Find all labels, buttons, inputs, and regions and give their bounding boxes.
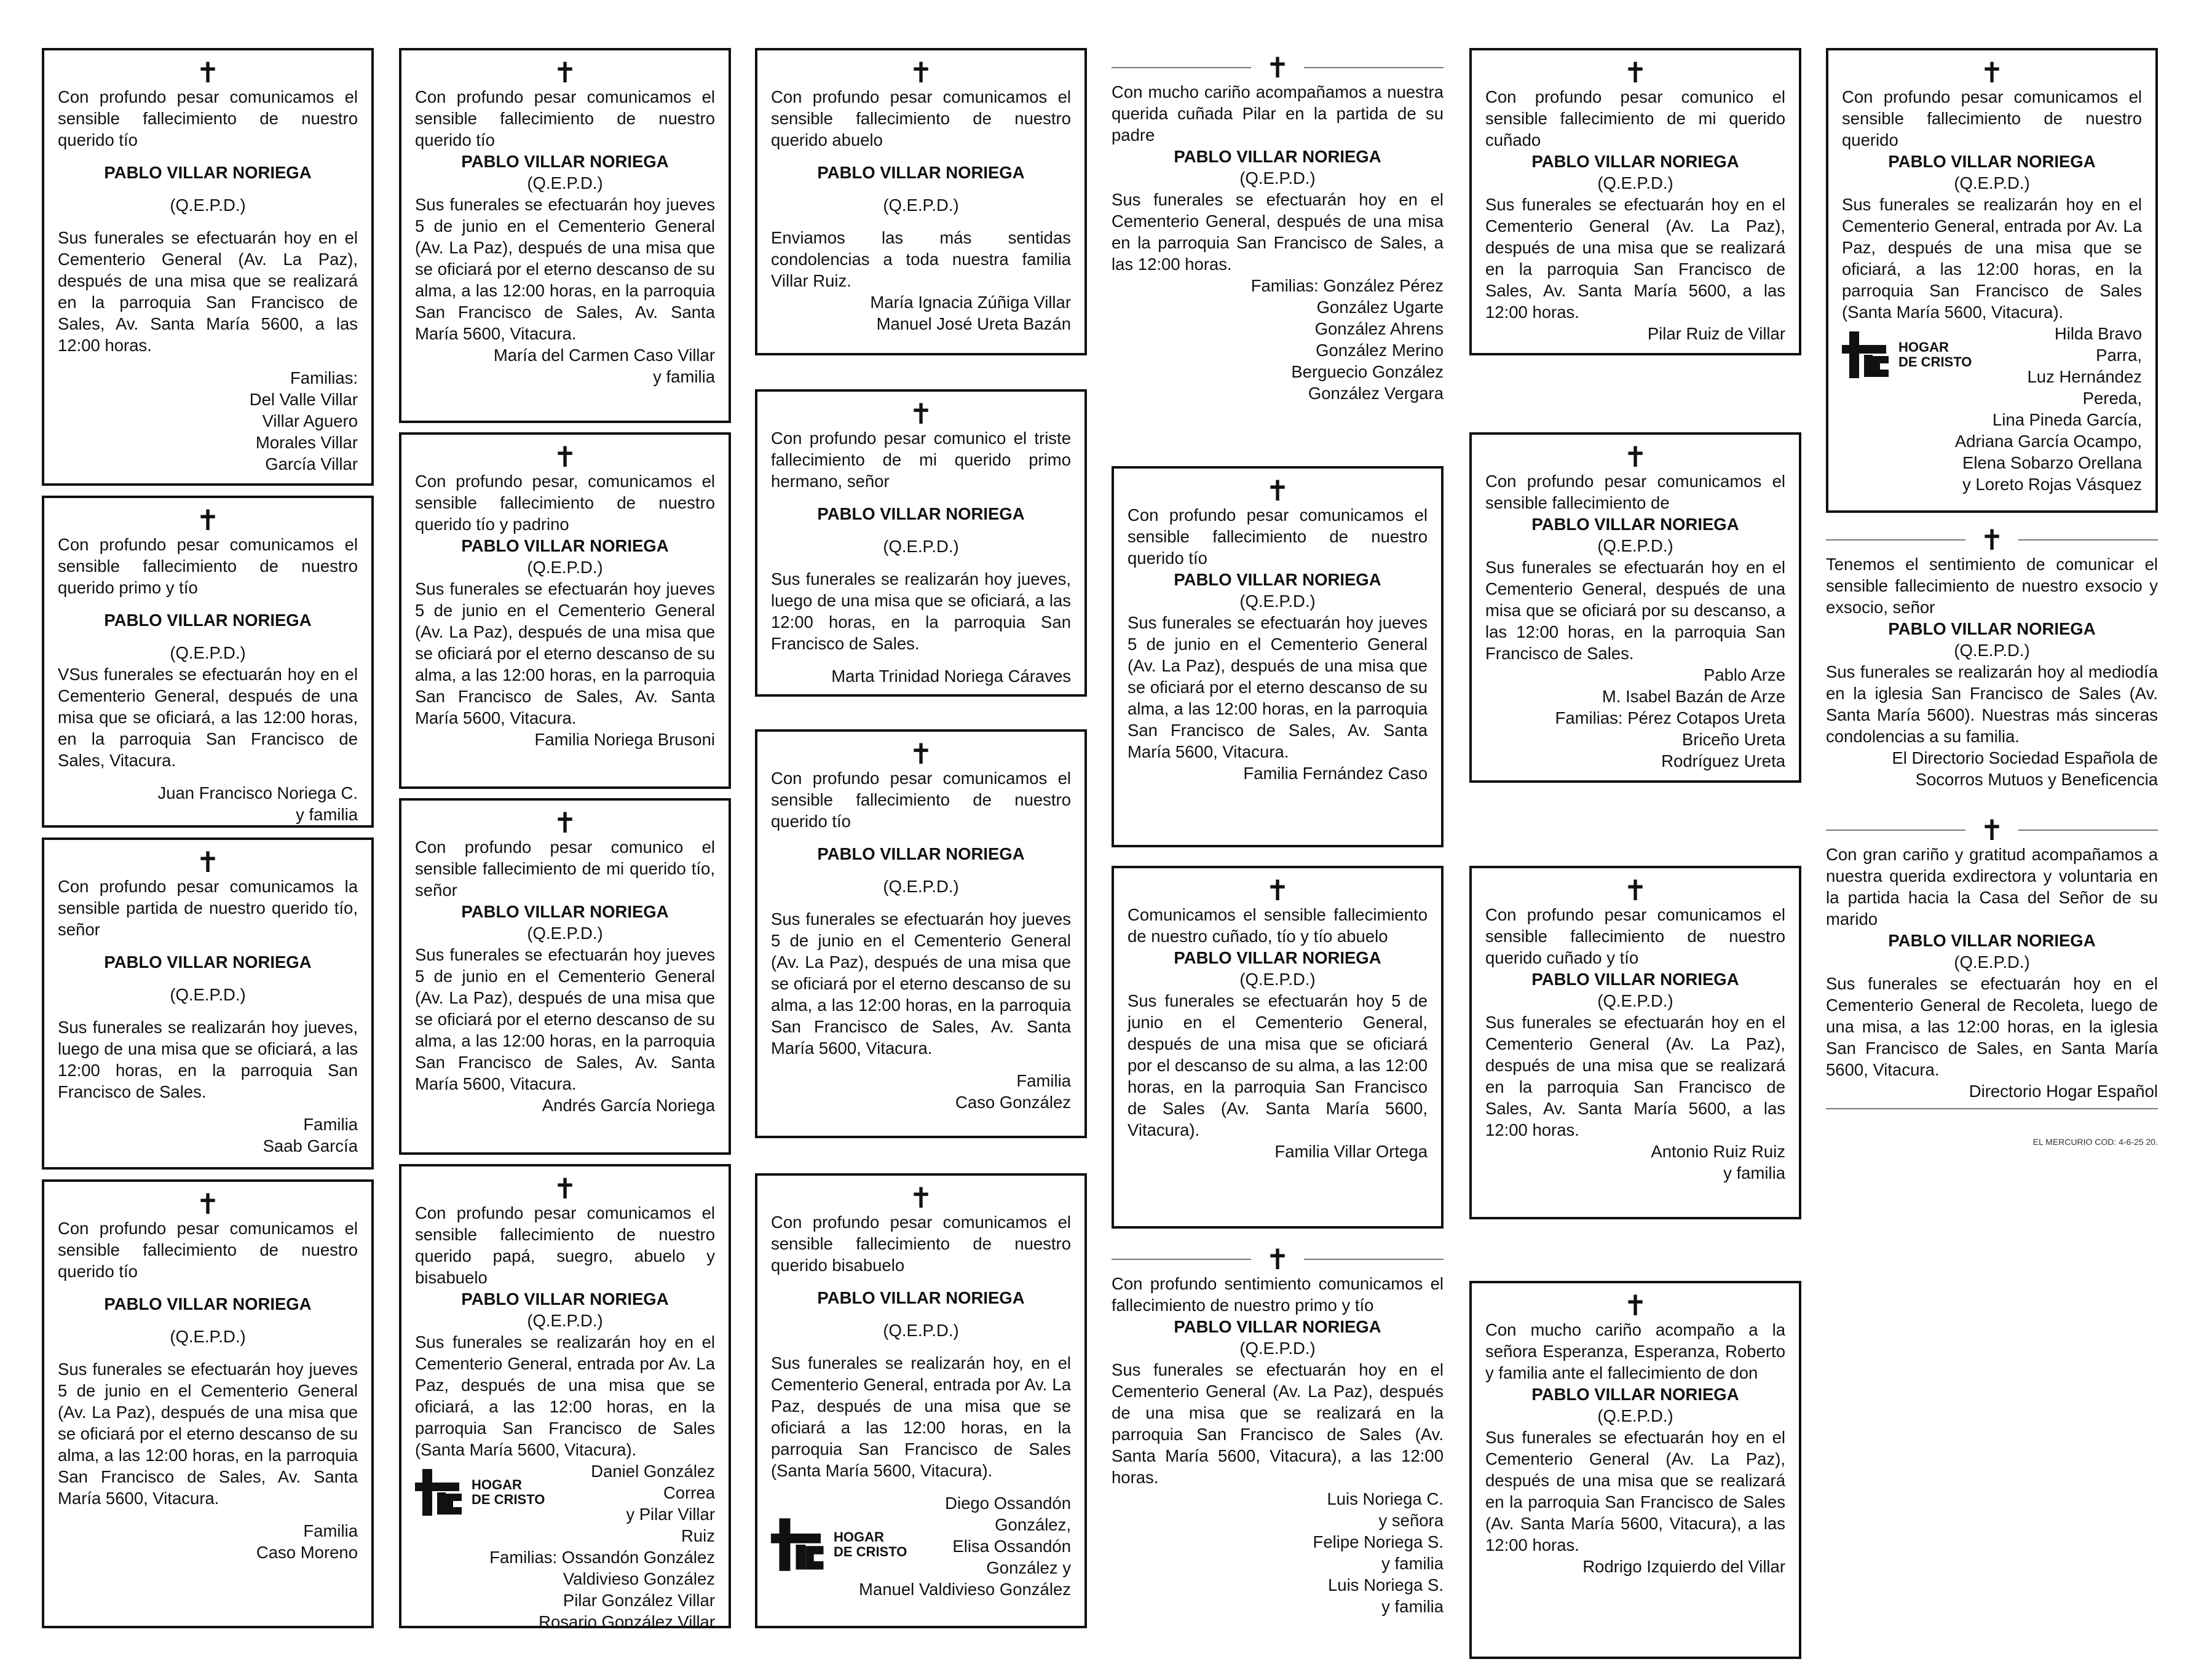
cross-icon: ✝ — [1265, 874, 1290, 907]
qepd: (Q.E.P.D.) — [1239, 970, 1316, 989]
notice-signature: Diego Ossandón González, Elisa Ossandón González y Manuel Valdivieso González — [859, 1494, 1071, 1599]
notice-body: Sus funerales se realizarán hoy jueves, luego de una misa que se oficiará, a las 12:00 horas, en la parroquia San Francisco de Sales. — [771, 569, 1071, 653]
qepd: (Q.E.P.D.) — [1954, 952, 2030, 972]
notice-signature: Familia Caso González — [955, 1071, 1071, 1112]
obituary-notice — [1112, 866, 1444, 1229]
notice-signature: María Ignacia Zúñiga Villar Manuel José Ureta Bazán — [870, 293, 1071, 333]
notice-signature: Familia Villar Ortega — [1274, 1142, 1428, 1161]
deceased-name: PABLO VILLAR NORIEGA — [1531, 152, 1739, 171]
notice-signature: Luis Noriega C. y señora Felipe Noriega S. y familia Luis Noriega S. y familia — [1313, 1489, 1444, 1616]
notice-body: Sus funerales se efectuarán hoy jueves 5 de junio en el Cementerio General (Av. La Paz), después de una misa que se oficiará por el eterno descanso de su alma, a las 12:00 horas, en la parroquia San Francisco de Sales, Av. Santa María 5600, Vitacura. — [58, 1360, 358, 1508]
obituary-notice — [1469, 432, 1801, 783]
obituary-notice — [42, 837, 374, 1170]
qepd: (Q.E.P.D.) — [1954, 173, 2030, 192]
qepd: (Q.E.P.D.) — [883, 196, 959, 215]
cross-icon: ✝ — [909, 1181, 933, 1214]
deceased-name: PABLO VILLAR NORIEGA — [104, 952, 312, 972]
cross-icon: ✝ — [553, 1172, 577, 1205]
notice-body: Sus funerales se realizarán hoy jueves, luego de una misa que se oficiará, a las 12:00 horas, en la parroquia San Francisco de Sales. — [58, 1018, 358, 1101]
cross-icon: ✝ — [909, 56, 933, 89]
cross-icon: ✝ — [909, 397, 933, 430]
notice-signature: Daniel González Correa y Pilar Villar Ruiz Familias: Ossandón González Valdivieso González Pilar González Villar Rosario González Villar — [489, 1462, 715, 1631]
qepd: (Q.E.P.D.) — [883, 537, 959, 556]
deceased-name: PABLO VILLAR NORIEGA — [817, 163, 1025, 182]
qepd: (Q.E.P.D.) — [1954, 641, 2030, 660]
deceased-name: PABLO VILLAR NORIEGA — [461, 902, 669, 921]
cross-icon: ✝ — [1980, 523, 2004, 556]
notice-signature: Marta Trinidad Noriega Cáraves — [831, 667, 1071, 686]
notice-body: Sus funerales se realizarán hoy en el Cementerio General, entrada por Av. La Paz, después de una misa que se oficiará, a las 12:00 horas, en la parroquia San Francisco de Sales (Santa María 5600, Vitacura). — [415, 1332, 715, 1459]
notice-body: Sus funerales se realizarán hoy, en el Cementerio General, entrada por Av. La Paz, después de una misa que se oficiará a las 12:00 horas, en la parroquia San Francisco de Sales (Santa María 5600, Vitacura). — [771, 1353, 1071, 1480]
obituary-notice — [42, 1179, 374, 1628]
cross-icon: ✝ — [1623, 874, 1648, 907]
obituary-notice — [399, 432, 731, 789]
notice-signature: Pilar Ruiz de Villar — [1647, 324, 1785, 343]
notice-signature: Familias: Del Valle Villar Villar Aguero Morales Villar García Villar — [249, 368, 358, 473]
deceased-name: PABLO VILLAR NORIEGA — [1888, 619, 2096, 638]
cross-icon: ✝ — [196, 845, 220, 879]
notice-intro: Con profundo pesar comunicamos el sensible fallecimiento de nuestro querido tío — [771, 769, 1071, 831]
notice-signature: Directorio Hogar Español — [1969, 1082, 2158, 1101]
notice-body: Sus funerales se realizarán hoy en el Cementerio General, entrada por Av. La Paz, después de una misa que se oficiará, a las 12:00 horas, en la parroquia San Francisco de Sales (Santa María 5600, Vitacura). — [1842, 195, 2142, 322]
deceased-name: PABLO VILLAR NORIEGA — [817, 504, 1025, 523]
cross-icon: ✝ — [196, 1187, 220, 1221]
deceased-name: PABLO VILLAR NORIEGA — [1531, 970, 1739, 989]
obituary-notice — [1112, 1243, 1444, 1617]
hogar-de-cristo-logo: HOGAR DE CRISTO — [771, 1517, 907, 1572]
deceased-name: PABLO VILLAR NORIEGA — [1174, 1317, 1381, 1336]
notice-signature: Pablo Arze M. Isabel Bazán de Arze Familias: Pérez Cotapos Ureta Briceño Ureta Rodríguez Ureta — [1555, 665, 1785, 770]
hogar-de-cristo-logo-icon — [1842, 330, 1891, 379]
cross-icon: ✝ — [196, 504, 220, 537]
obituary-notice — [1112, 466, 1444, 847]
qepd: (Q.E.P.D.) — [883, 877, 959, 896]
notice-signature: Familia Caso Moreno — [256, 1521, 358, 1562]
notice-intro: Con profundo pesar comunicamos el sensible fallecimiento de nuestro querido cuñado y tío — [1485, 905, 1785, 967]
deceased-name: PABLO VILLAR NORIEGA — [461, 1289, 669, 1309]
deceased-name: PABLO VILLAR NORIEGA — [1531, 1385, 1739, 1404]
notice-intro: Con profundo pesar comunicamos el sensible fallecimiento de nuestro querido tío — [58, 87, 358, 149]
qepd: (Q.E.P.D.) — [170, 1327, 246, 1346]
qepd: (Q.E.P.D.) — [170, 196, 246, 215]
qepd: (Q.E.P.D.) — [1239, 168, 1316, 188]
obituary-notice — [1469, 1281, 1801, 1659]
obituary-notice — [42, 496, 374, 828]
hogar-de-cristo-logo-icon — [415, 1468, 464, 1517]
deceased-name: PABLO VILLAR NORIEGA — [104, 611, 312, 630]
notice-body: Sus funerales se realizarán hoy al mediodía en la iglesia San Francisco de Sales (Av. Santa María 5600). Nuestras más sinceras condolencias a su familia. — [1826, 662, 2158, 746]
notice-signature: El Directorio Sociedad Española de Socorros Mutuos y Beneficencia — [1892, 748, 2158, 789]
hogar-de-cristo-logo: HOGAR DE CRISTO — [415, 1468, 545, 1517]
notice-intro: Con profundo pesar, comunicamos el sensible fallecimiento de nuestro querido tío y padrino — [415, 472, 715, 534]
cross-icon: ✝ — [1980, 814, 2004, 847]
notice-body: Sus funerales se efectuarán hoy en el Cementerio General (Av. La Paz), después de una misa que se realizará en la parroquia San Francisco de Sales (Av. Santa María 5600, Vitacura), a las 12:00 horas. — [1112, 1360, 1444, 1487]
notice-body: Sus funerales se efectuarán hoy en el Cementerio General de Recoleta, luego de una misa, a las 12:00 horas, en la iglesia San Francisco de Sales, en Santa María 5600, Vitacura. — [1826, 974, 2158, 1079]
cross-icon: ✝ — [1623, 56, 1648, 89]
qepd: (Q.E.P.D.) — [527, 173, 603, 192]
notice-intro: Con profundo pesar comunicamos el sensible fallecimiento de — [1485, 472, 1785, 512]
deceased-name: PABLO VILLAR NORIEGA — [1174, 948, 1381, 967]
notice-intro: Con profundo pesar comunicamos el sensible fallecimiento de nuestro querido tío — [58, 1219, 358, 1281]
qepd: (Q.E.P.D.) — [1597, 173, 1673, 192]
notice-intro: Con profundo pesar comunicamos el sensible fallecimiento de nuestro querido primo y tío — [58, 535, 358, 597]
notice-body: Sus funerales se efectuarán hoy en el Cementerio General, después de una misa en la parroquia San Francisco de Sales, a las 12:00 horas. — [1112, 190, 1444, 274]
obituary-notice — [755, 48, 1087, 355]
notice-signature: Hilda Bravo Parra, Luz Hernández Pereda, Lina Pineda García, Adriana García Ocampo, Elena Sobarzo Orellana y Loreto Rojas Vásquez — [1954, 324, 2142, 494]
cross-icon: ✝ — [553, 56, 577, 89]
notice-body: Sus funerales se efectuarán hoy en el Cementerio General (Av. La Paz), después de una misa que se realizará en la parroquia San Francisco de Sales, Av. Santa María 5600, a las 12:00 horas. — [1485, 1013, 1785, 1139]
deceased-name: PABLO VILLAR NORIEGA — [1888, 152, 2096, 171]
notice-signature: Juan Francisco Noriega C. y familia — [157, 783, 358, 824]
obituary-notice — [755, 389, 1087, 697]
obituary-notice — [399, 1164, 731, 1631]
obituary-notice — [755, 729, 1087, 1138]
qepd: (Q.E.P.D.) — [1239, 1339, 1316, 1358]
notice-intro: Con profundo pesar comunicamos el sensible fallecimiento de nuestro querido tío — [415, 87, 715, 149]
notice-body: Sus funerales se efectuarán hoy jueves 5 de junio en el Cementerio General (Av. La Paz), después de una misa que se oficiará por el eterno descanso de su alma, a las 12:00 horas, en la parroquia San Francisco de Sales, Av. Santa María 5600, Vitacura. — [415, 195, 715, 343]
notice-intro: Con profundo pesar comunico el sensible fallecimiento de mi querido cuñado — [1485, 87, 1785, 149]
qepd: (Q.E.P.D.) — [170, 985, 246, 1004]
notice-intro: Con profundo pesar comunicamos la sensible partida de nuestro querido tío, señor — [58, 877, 358, 939]
notice-signature: Antonio Ruiz Ruiz y familia — [1651, 1142, 1785, 1182]
notice-intro: Con mucho cariño acompaño a la señora Esperanza, Esperanza, Roberto y familia ante el fallecimiento de don — [1485, 1320, 1785, 1382]
obituary-notice — [1112, 51, 1444, 404]
notice-signature: Familias: González Pérez González Ugarte González Ahrens González Merino Berguecio González González Vergara — [1250, 276, 1444, 403]
obituary-notice — [42, 48, 374, 486]
cross-icon: ✝ — [1265, 474, 1290, 507]
cross-icon: ✝ — [1980, 56, 2004, 89]
notice-signature: Familia Saab García — [263, 1115, 358, 1155]
qepd: (Q.E.P.D.) — [1597, 536, 1673, 555]
deceased-name: PABLO VILLAR NORIEGA — [817, 1288, 1025, 1307]
cross-icon: ✝ — [1623, 1289, 1648, 1322]
qepd: (Q.E.P.D.) — [527, 558, 603, 577]
notice-intro: Con profundo pesar comunico el sensible fallecimiento de mi querido tío, señor — [415, 837, 715, 900]
obituary-notice — [399, 48, 731, 423]
deceased-name: PABLO VILLAR NORIEGA — [1174, 147, 1381, 166]
obituary-notice — [755, 1173, 1087, 1628]
hogar-de-cristo-logo-icon — [771, 1517, 826, 1572]
obituary-notice — [1469, 866, 1801, 1219]
notice-body: Sus funerales se efectuarán hoy jueves 5 de junio en el Cementerio General (Av. La Paz), después de una misa que se oficiará por el eterno descanso de su alma, a las 12:00 horas, en la parroquia San Francisco de Sales, Av. Santa María 5600, Vitacura. — [771, 909, 1071, 1058]
hogar-de-cristo-logo: HOGAR DE CRISTO — [1842, 330, 1972, 379]
qepd: (Q.E.P.D.) — [527, 1311, 603, 1330]
cross-icon: ✝ — [553, 806, 577, 839]
obituary-notice — [1826, 523, 2158, 790]
notice-intro: Con mucho cariño acompañamos a nuestra querida cuñada Pilar en la partida de su padre — [1112, 82, 1444, 145]
cross-icon: ✝ — [1265, 1243, 1290, 1276]
deceased-name: PABLO VILLAR NORIEGA — [461, 152, 669, 171]
notice-intro: Con profundo pesar comunico el triste fallecimiento de mi querido primo hermano, señor — [771, 429, 1071, 491]
notice-intro: Con profundo sentimiento comunicamos el fallecimiento de nuestro primo y tío — [1112, 1274, 1444, 1315]
deceased-name: PABLO VILLAR NORIEGA — [461, 536, 669, 555]
notice-intro: Con profundo pesar comunicamos el sensible fallecimiento de nuestro querido tío — [1128, 505, 1428, 568]
obituary-notice — [399, 798, 731, 1155]
cross-icon: ✝ — [1623, 440, 1648, 473]
notice-signature: Familia Fernández Caso — [1243, 764, 1428, 783]
obituary-notice — [1469, 48, 1801, 355]
notice-intro: Con gran cariño y gratitud acompañamos a nuestra querida exdirectora y voluntaria en la partida hacia la Casa del Señor de su marido — [1826, 845, 2158, 929]
notice-body: Sus funerales se efectuarán hoy jueves 5 de junio en el Cementerio General (Av. La Paz), después de una misa que se oficiará por el eterno descanso de su alma, a las 12:00 horas, en la parroquia San Francisco de Sales, Av. Santa María 5600, Vitacura. — [415, 579, 715, 727]
notice-intro: Con profundo pesar comunicamos el sensible fallecimiento de nuestro querido papá, suegro, abuelo y bisabuelo — [415, 1203, 715, 1287]
notice-signature: María del Carmen Caso Villar y familia — [493, 346, 715, 386]
notice-body: Sus funerales se efectuarán hoy en el Cementerio General (Av. La Paz), después de una misa que se realizará en la parroquia San Francisco de Sales (Av. Santa María 5600, Vitacura), a las 12:00 horas. — [1485, 1428, 1785, 1554]
notice-body: Sus funerales se efectuarán hoy en el Cementerio General (Av. La Paz), después de una misa que se realizará en la parroquia San Francisco de Sales, Av. Santa María 5600, a las 12:00 horas. — [58, 228, 358, 355]
cross-icon: ✝ — [909, 737, 933, 770]
deceased-name: PABLO VILLAR NORIEGA — [817, 844, 1025, 863]
notice-intro: Con profundo pesar comunicamos el sensible fallecimiento de nuestro querido bisabuelo — [771, 1213, 1071, 1275]
newspaper-footer-code: EL MERCURIO COD: 4-6-25 20. — [2032, 1137, 2158, 1147]
notice-body: VSus funerales se efectuarán hoy en el Cementerio General, después de una misa que se oficiará, a las 12:00 horas, en la parroquia San Francisco de Sales, Vitacura. — [58, 665, 358, 770]
notice-intro: Comunicamos el sensible fallecimiento de nuestro cuñado, tío y tío abuelo — [1128, 905, 1428, 946]
notice-signature: Andrés García Noriega — [542, 1096, 715, 1115]
notice-intro: Con profundo pesar comunicamos el sensible fallecimiento de nuestro querido abuelo — [771, 87, 1071, 149]
deceased-name: PABLO VILLAR NORIEGA — [104, 163, 312, 182]
deceased-name: PABLO VILLAR NORIEGA — [1174, 570, 1381, 589]
cross-icon: ✝ — [196, 56, 220, 89]
obituary-notice — [1826, 48, 2158, 513]
qepd: (Q.E.P.D.) — [527, 924, 603, 943]
cross-icon: ✝ — [553, 440, 577, 473]
notice-body: Sus funerales se efectuarán hoy en el Cementerio General (Av. La Paz), después de una misa que se realizará en la parroquia San Francisco de Sales, Av. Santa María 5600, a las 12:00 horas. — [1485, 195, 1785, 322]
notice-intro: Tenemos el sentimiento de comunicar el sensible fallecimiento de nuestro exsocio y exsocio, señor — [1826, 555, 2158, 617]
deceased-name: PABLO VILLAR NORIEGA — [1531, 515, 1739, 534]
qepd: (Q.E.P.D.) — [1597, 1406, 1673, 1425]
qepd: (Q.E.P.D.) — [1239, 592, 1316, 611]
notice-body: Sus funerales se efectuarán hoy jueves 5 de junio en el Cementerio General (Av. La Paz), después de una misa que se oficiará por el eterno descanso de su alma, a las 12:00 horas, en la parroquia San Francisco de Sales, Av. Santa María 5600, Vitacura. — [415, 945, 715, 1093]
notice-body: Sus funerales se efectuarán hoy en el Cementerio General, después de una misa que se oficiará por su descanso, a las 12:00 horas, en la parroquia San Francisco de Sales. — [1485, 558, 1785, 663]
notice-body: Enviamos las más sentidas condolencias a toda nuestra familia Villar Ruiz. — [771, 228, 1071, 290]
notice-intro: Con profundo pesar comunicamos el sensible fallecimiento de nuestro querido — [1842, 87, 2142, 149]
notice-body: Sus funerales se efectuarán hoy jueves 5 de junio en el Cementerio General (Av. La Paz), después de una misa que se oficiará por el eterno descanso de su alma, a las 12:00 horas, en la parroquia San Francisco de Sales, Av. Santa María 5600, Vitacura. — [1128, 613, 1428, 761]
qepd: (Q.E.P.D.) — [1597, 991, 1673, 1010]
deceased-name: PABLO VILLAR NORIEGA — [104, 1294, 312, 1313]
qepd: (Q.E.P.D.) — [883, 1321, 959, 1340]
notice-body: Sus funerales se efectuarán hoy 5 de junio en el Cementerio General, después de una misa que se oficiará por el descanso de su alma, a las 12:00 horas, en la parroquia San Francisco de Sales (Av. Santa María 5600, Vitacura). — [1128, 991, 1428, 1139]
cross-icon: ✝ — [1265, 51, 1290, 84]
qepd: (Q.E.P.D.) — [170, 643, 246, 662]
notice-signature: Rodrigo Izquierdo del Villar — [1582, 1557, 1785, 1576]
obituary-notice — [1826, 814, 2158, 1109]
deceased-name: PABLO VILLAR NORIEGA — [1888, 931, 2096, 950]
notice-signature: Familia Noriega Brusoni — [534, 730, 715, 749]
